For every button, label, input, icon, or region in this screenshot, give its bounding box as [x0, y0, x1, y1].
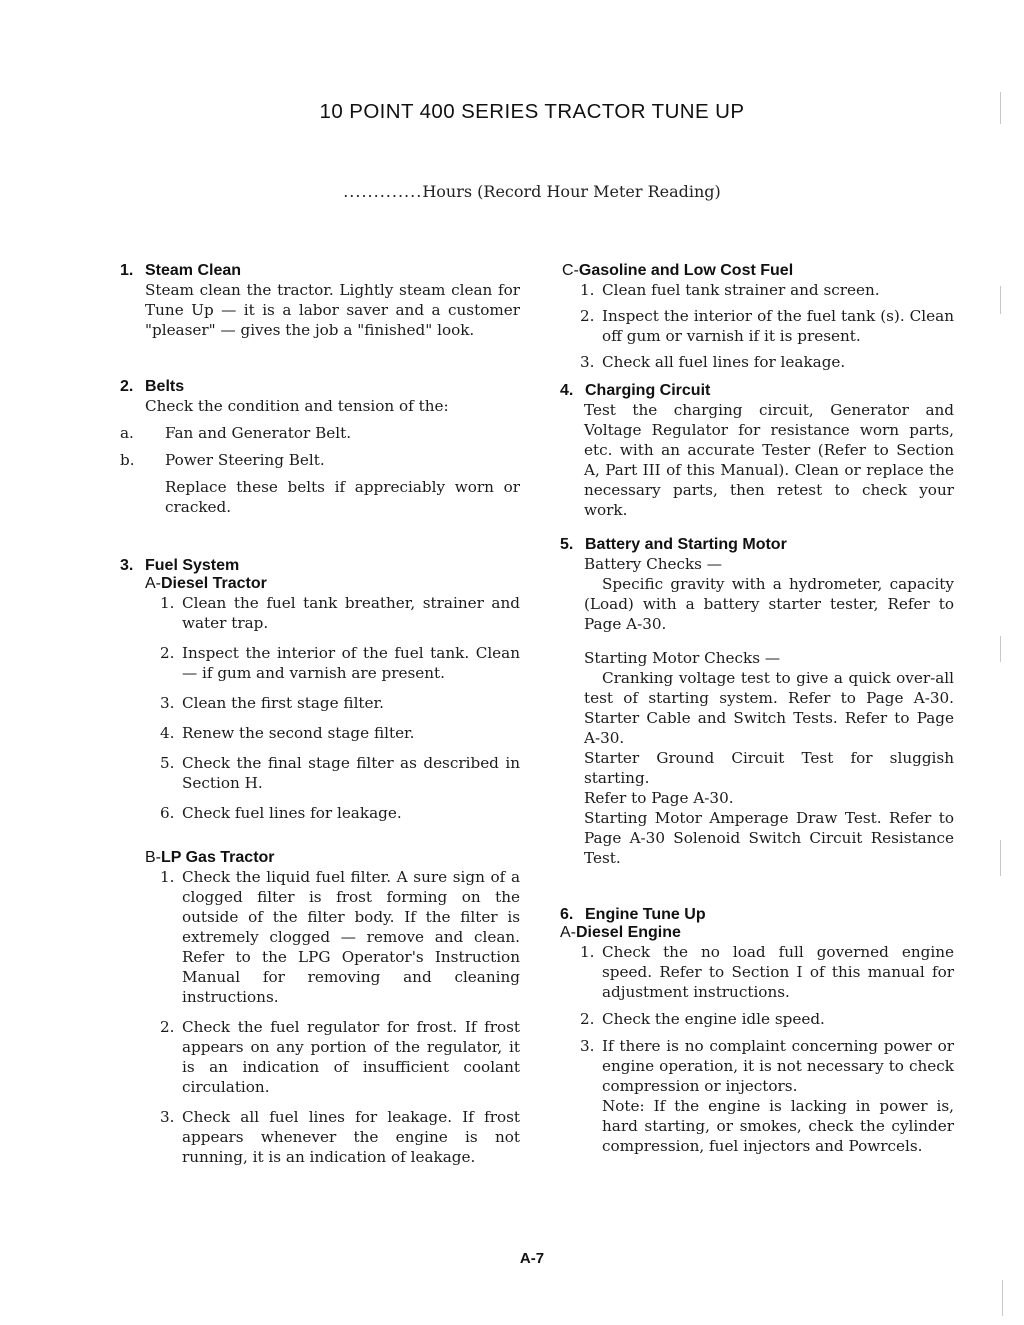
- section-engine-tune-up: [562, 906, 954, 1156]
- section-heading: [120, 557, 520, 575]
- section-heading: [120, 262, 520, 280]
- section-heading: [120, 378, 520, 396]
- steam-clean-text: Steam clean the tractor. Lightly steam clean for Tune Up — it is a labor saver and a customer "pleaser" — gives the job a "finished" look.: [145, 281, 520, 339]
- step-text: Check the fuel regulator for frost. If frost appears on any portion of the regulator, it is an indication of insufficient coolant circulation.: [182, 1018, 520, 1096]
- list-item: [160, 1017, 520, 1097]
- section-number: 5.: [560, 536, 574, 553]
- step-text: Clean fuel tank strainer and screen.: [602, 281, 880, 299]
- section-title: Belts: [145, 378, 185, 395]
- subsection-prefix: B-: [145, 849, 161, 866]
- step-text: Check all fuel lines for leakage. If frost appears whenever the engine is not running, it is an indication of leakage.: [182, 1108, 520, 1166]
- ground-circuit-test-text: Starter Ground Circuit Test for sluggish starting.: [584, 749, 954, 787]
- step-number: 3.: [580, 353, 595, 371]
- subsection-title: Diesel Engine: [576, 924, 681, 941]
- list-item: [160, 643, 520, 683]
- list-item: [160, 1107, 520, 1167]
- step-number: 2.: [160, 1018, 175, 1036]
- section-number: 3.: [120, 557, 134, 574]
- subsection-title: Diesel Tractor: [161, 575, 267, 592]
- gasoline-steps: [580, 280, 954, 372]
- step-number: 5.: [160, 754, 175, 772]
- step-number: 3.: [160, 694, 175, 712]
- section-number: 6.: [560, 906, 574, 923]
- section-fuel-system: [120, 557, 520, 1167]
- scan-mark: [1000, 286, 1001, 314]
- list-item: [160, 693, 520, 713]
- list-item: [160, 593, 520, 633]
- ground-circuit-test-ref: Refer to Page A-30.: [584, 789, 734, 807]
- scan-mark: [1000, 636, 1001, 662]
- section-title: Fuel System: [145, 557, 240, 574]
- list-item: [160, 803, 520, 823]
- diesel-engine-note: Note: If the engine is lacking in power is, hard starting, or smokes, check the cylinder compression, fuel injectors and Powrcels.: [602, 1097, 954, 1155]
- list-item: [120, 423, 520, 443]
- step-text: If there is no complaint concerning power or engine operation, it is not necessary to check compression or injectors.: [602, 1037, 954, 1095]
- step-text: Inspect the interior of the fuel tank. Clean — if gum and varnish are present.: [182, 644, 520, 682]
- subsection-heading-lp-gas-tractor: [120, 849, 520, 867]
- list-item: [580, 1036, 954, 1096]
- section-steam-clean: [120, 262, 520, 340]
- diesel-engine-steps: [580, 942, 954, 1096]
- starting-motor-checks-label: Starting Motor Checks —: [584, 649, 781, 667]
- list-item: [160, 723, 520, 743]
- subsection-heading-diesel-tractor: [120, 575, 520, 593]
- page-title: 10 POINT 400 SERIES TRACTOR TUNE UP: [319, 100, 745, 123]
- belts-intro: Check the condition and tension of the:: [145, 397, 449, 415]
- subsection-prefix: C-: [562, 262, 579, 279]
- list-item: [580, 942, 954, 1002]
- step-number: 1.: [160, 594, 175, 612]
- step-number: 1.: [160, 868, 175, 886]
- subsection-title: Gasoline and Low Cost Fuel: [578, 262, 794, 279]
- charging-circuit-text: Test the charging circuit, Generator and Voltage Regulator for resistance worn parts, etc. with an accurate Tester (Refer to Section A, Part III of this Manual). Clean or replace the necessary parts, then retest to check your work.: [584, 401, 954, 519]
- step-text: Check all fuel lines for leakage.: [602, 353, 846, 371]
- section-number: 1.: [120, 262, 134, 279]
- section-heading: [560, 536, 954, 554]
- step-number: 1.: [580, 281, 595, 299]
- belts-list: [120, 423, 520, 470]
- subsection-prefix: A-: [145, 575, 161, 592]
- diesel-tractor-steps: [160, 593, 520, 823]
- subsection-prefix: A-: [560, 924, 576, 941]
- section-number: 4.: [560, 382, 574, 399]
- list-item: [580, 352, 954, 372]
- section-gasoline-fuel: [562, 262, 954, 372]
- list-item: [580, 306, 954, 346]
- scan-mark: [1000, 92, 1001, 124]
- step-text: Check fuel lines for leakage.: [182, 804, 402, 822]
- belts-note: Replace these belts if appreciably worn or cracked.: [165, 478, 520, 516]
- subsection-heading-gasoline: [562, 262, 954, 280]
- battery-checks-text: Specific gravity with a hydrometer, capacity (Load) with a battery starter tester, Refer to Page A-30.: [584, 575, 954, 633]
- section-battery-starting-motor: [562, 536, 954, 868]
- step-text: Check the no load full governed engine speed. Refer to Section I of this manual for adjustment instructions.: [602, 943, 954, 1001]
- step-text: Renew the second stage filter.: [182, 724, 415, 742]
- section-number: 2.: [120, 378, 134, 395]
- section-heading: [560, 382, 954, 400]
- item-text: Power Steering Belt.: [165, 451, 325, 469]
- page-number: A-7: [519, 1250, 545, 1267]
- step-number: 4.: [160, 724, 175, 742]
- starting-motor-checks-text: Cranking voltage test to give a quick over-all test of starting system. Refer to Page A-30. Starter Cable and Switch Tests. Refer to Page A-30.: [584, 669, 954, 747]
- list-item: [120, 450, 520, 470]
- list-item: [160, 867, 520, 1007]
- step-number: 1.: [580, 943, 595, 961]
- section-title: Steam Clean: [145, 262, 242, 279]
- right-column: [562, 262, 954, 1156]
- step-number: 6.: [160, 804, 175, 822]
- step-number: 2.: [160, 644, 175, 662]
- item-label: a.: [120, 424, 134, 442]
- section-title: Battery and Starting Motor: [585, 536, 787, 553]
- scan-mark: [1002, 1280, 1003, 1316]
- item-label: b.: [120, 451, 135, 469]
- item-text: Fan and Generator Belt.: [165, 424, 352, 442]
- lp-gas-tractor-steps: [160, 867, 520, 1167]
- list-item: [160, 753, 520, 793]
- section-heading: [560, 906, 954, 924]
- step-text: Check the engine idle speed.: [602, 1010, 825, 1028]
- hours-dots: .............: [343, 182, 423, 201]
- subsection-title: LP Gas Tractor: [161, 849, 275, 866]
- list-item: [580, 1009, 954, 1029]
- battery-checks-label: Battery Checks —: [584, 555, 722, 573]
- step-number: 3.: [160, 1108, 175, 1126]
- step-text: Check the liquid fuel filter. A sure sign of a clogged filter is frost forming on the outside of the filter body. If the filter is extremely clogged — remove and clean. Refer to the LPG Operator's Instruction Manual for removing and cleaning instructions.: [182, 868, 520, 1006]
- section-belts: [120, 378, 520, 517]
- step-text: Inspect the interior of the fuel tank (s). Clean off gum or varnish if it is present.: [602, 307, 954, 345]
- step-text: Check the final stage filter as described in Section H.: [182, 754, 520, 792]
- step-number: 3.: [580, 1037, 595, 1055]
- section-title: Charging Circuit: [585, 382, 711, 399]
- scan-mark: [1000, 840, 1001, 876]
- amperage-draw-test-text: Starting Motor Amperage Draw Test. Refer to Page A-30 Solenoid Switch Circuit Resistance Test.: [584, 809, 954, 867]
- hours-line: [0, 182, 1024, 201]
- step-number: 2.: [580, 1010, 595, 1028]
- section-charging-circuit: [562, 382, 954, 520]
- section-title: Engine Tune Up: [585, 906, 706, 923]
- hours-label: Hours (Record Hour Meter Reading): [422, 182, 721, 201]
- step-text: Clean the fuel tank breather, strainer and water trap.: [182, 594, 520, 632]
- left-column: [120, 262, 520, 1177]
- subsection-heading-diesel-engine: [560, 924, 954, 942]
- step-number: 2.: [580, 307, 595, 325]
- step-text: Clean the first stage filter.: [182, 694, 384, 712]
- list-item: [580, 280, 954, 300]
